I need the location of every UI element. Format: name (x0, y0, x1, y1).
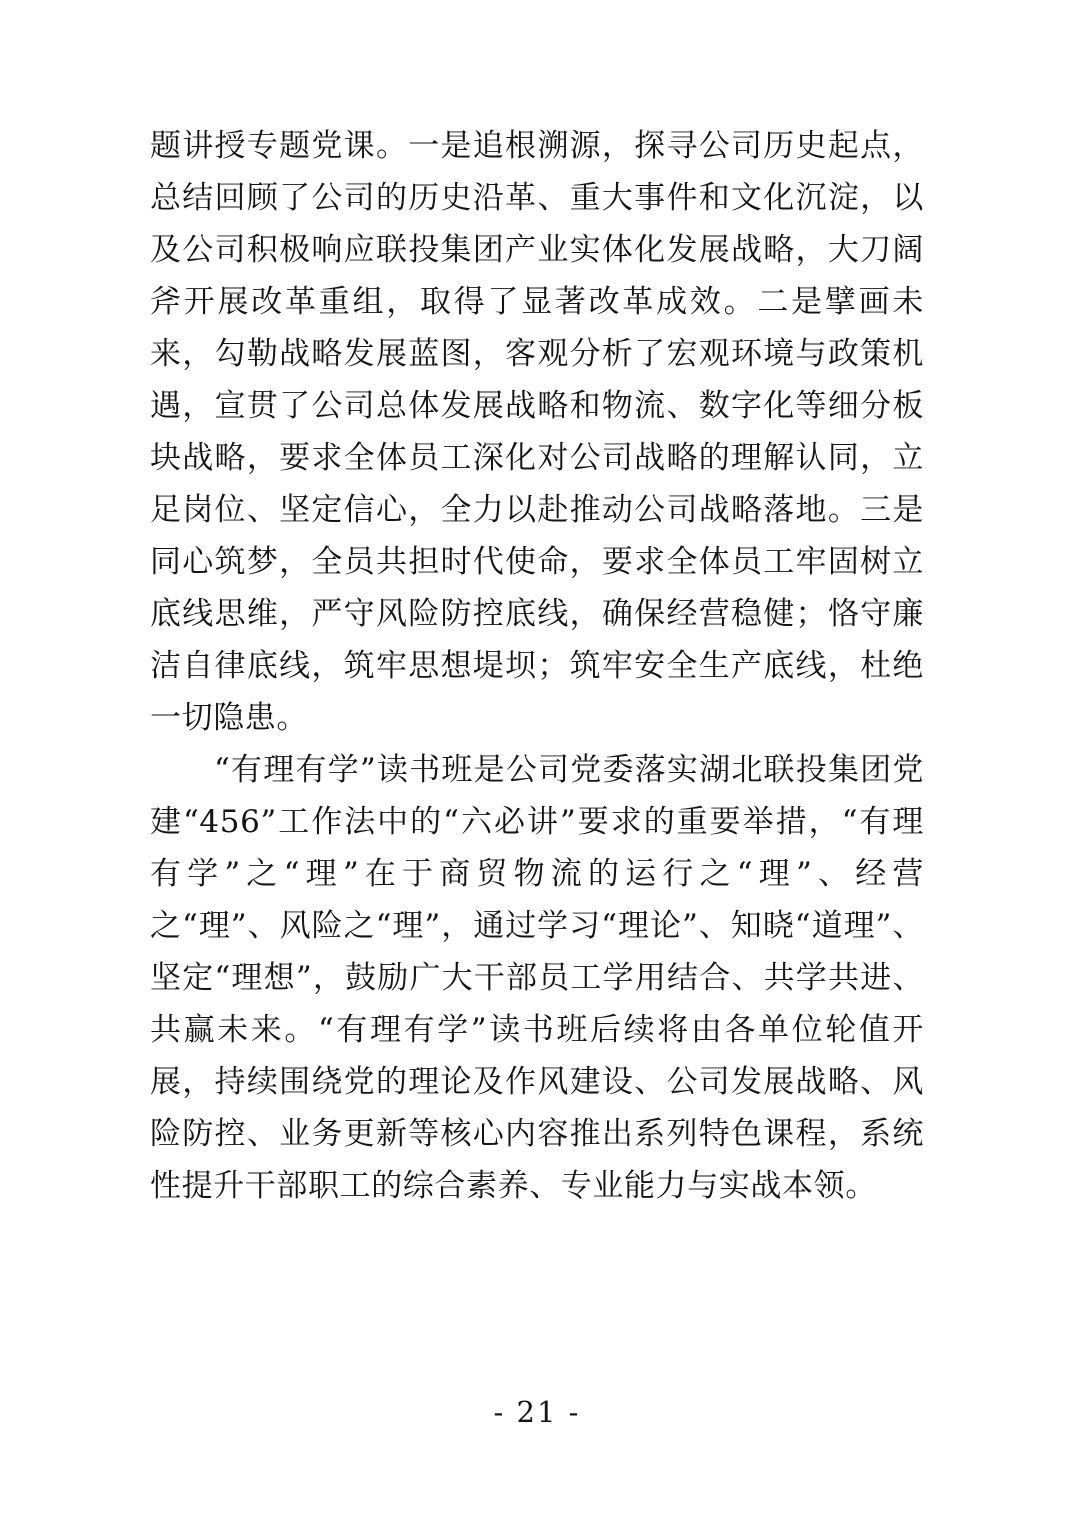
paragraph-reading-class: “有理有学”读书班是公司党委落实湖北联投集团党建“456”工作法中的“六必讲”要求的重要举措，“有理有学”之“理”在于商贸物流的运行之“理”、经营之“理”、风险之“理”，通过学习“理论”、知晓“道理”、坚定“理想”，鼓励广大干部员工学用结合、共学共进、共赢未来。“有理有学”读书班后续将由各单位轮值开展，持续围绕党的理论及作风建设、公司发展战略、风险防控、业务更新等核心内容推出系列特色课程，系统性提升干部职工的综合素养、专业能力与实战本领。 (150, 752, 924, 1204)
paragraph-continuation: 题讲授专题党课。一是追根溯源，探寻公司历史起点，总结回顾了公司的历史沿革、重大事件和文化沉淀，以及公司积极响应联投集团产业实体化发展战略，大刀阔斧开展改革重组，取得了显著改革成效。二是擘画未来，勾勒战略发展蓝图，客观分析了宏观环境与政策机遇，宣贯了公司总体发展战略和物流、数字化等细分板块战略，要求全体员工深化对公司战略的理解认同，立足岗位、坚定信心，全力以赴推动公司战略落地。三是同心筑梦，全员共担时代使命，要求全体员工牢固树立底线思维，严守风险防控底线，确保经营稳健；恪守廉洁自律底线，筑牢思想堤坝；筑牢安全生产底线，杜绝一切隐患。 (150, 128, 924, 736)
document-body (150, 120, 924, 1212)
page-number: - 21 - (493, 1395, 581, 1429)
